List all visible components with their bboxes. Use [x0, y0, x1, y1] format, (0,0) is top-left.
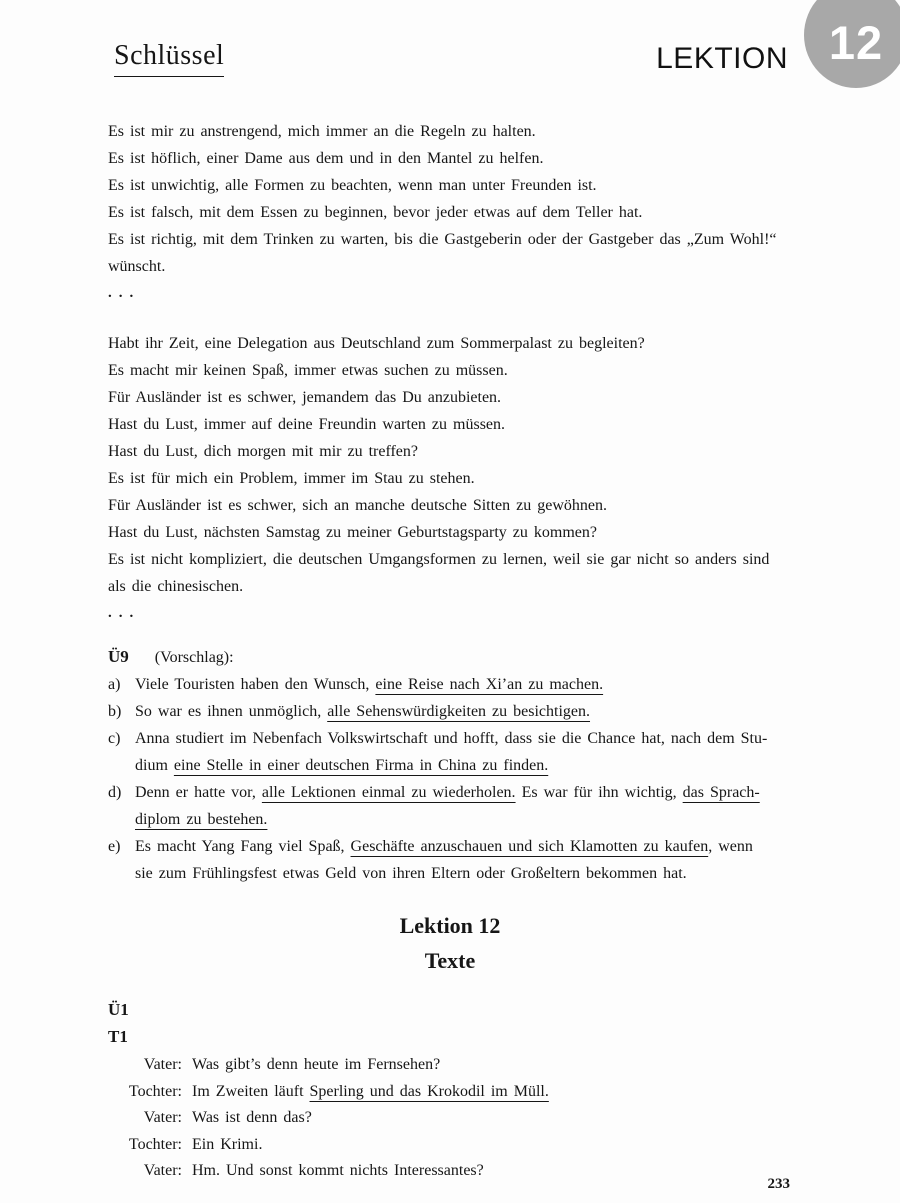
- exercise-u9: [108, 643, 792, 887]
- ellipsis-line: ...: [108, 285, 141, 301]
- dialogue-row: [108, 1132, 792, 1159]
- list-item-line: So war es ihnen unmöglich, alle Sehenswürdigkeiten zu besichtigen.: [135, 703, 591, 720]
- answer-line: Für Ausländer ist es schwer, sich an manche deutsche Sitten zu gewöhnen.: [108, 497, 608, 514]
- answer-line: Hast du Lust, nächsten Samstag zu meiner Geburtstagsparty zu kommen?: [108, 524, 597, 541]
- list-item-line: Es macht Yang Fang viel Spaß, Geschäfte anzuschauen und sich Klamotten zu kaufen, wenn: [135, 838, 753, 855]
- dialogue-text: Was gibt’s denn heute im Fernsehen?: [192, 1056, 441, 1073]
- list-item-e: [108, 833, 792, 887]
- list-item-line: sie zum Frühlingsfest etwas Geld von ihren Eltern oder Großeltern bekommen hat.: [135, 865, 687, 882]
- list-item-line: Denn er hatte vor, alle Lektionen einmal zu wiederholen. Es war für ihn wichtig, das Sprach-: [135, 784, 760, 801]
- list-marker: b): [108, 703, 122, 720]
- exercise-u9-heading: [108, 643, 792, 671]
- answer-line: Es ist falsch, mit dem Essen zu beginnen, bevor jeder etwas auf dem Teller hat.: [108, 204, 643, 221]
- answer-line: Es ist nicht kompliziert, die deutschen Umgangsformen zu lernen, weil sie gar nicht so anders sind: [108, 551, 770, 568]
- speaker-label: Tochter:: [128, 1135, 182, 1153]
- exercise-u1-label: Ü1: [108, 1000, 129, 1019]
- section-title: Lektion 12: [399, 913, 501, 938]
- dialogue-text: Im Zweiten läuft Sperling und das Krokodil im Müll.: [192, 1082, 549, 1100]
- list-item-line: dium eine Stelle in einer deutschen Firma in China zu finden.: [135, 757, 549, 774]
- exercise-u9-label: Ü9: [108, 647, 129, 666]
- answer-line: Es ist mir zu anstrengend, mich immer an die Regeln zu halten.: [108, 123, 536, 140]
- answer-block-1: [108, 118, 792, 307]
- answer-line: Es ist höflich, einer Dame aus dem und in den Mantel zu helfen.: [108, 150, 544, 167]
- dialogue-row: [108, 1158, 792, 1185]
- list-marker: d): [108, 784, 122, 801]
- answer-line: Es macht mir keinen Spaß, immer etwas suchen zu müssen.: [108, 362, 508, 379]
- list-item-c: [108, 725, 792, 779]
- dialogue: [108, 1052, 792, 1185]
- list-item-b: [108, 698, 792, 725]
- answer-line: als die chinesischen.: [108, 578, 244, 595]
- answer-line: Es ist richtig, mit dem Trinken zu warten, bis die Gastgeberin oder der Gastgeber das „Zum Wohl!“: [108, 231, 777, 248]
- list-item-d: [108, 779, 792, 833]
- dialogue-row: [108, 1079, 792, 1106]
- dialogue-text: Ein Krimi.: [192, 1135, 263, 1153]
- dialogue-row: [108, 1052, 792, 1079]
- answer-line: Für Ausländer ist es schwer, jemandem das Du anzubieten.: [108, 389, 502, 406]
- dialogue-text: Hm. Und sonst kommt nichts Interessantes?: [192, 1162, 484, 1179]
- list-item-line: diplom zu bestehen.: [135, 811, 268, 828]
- answer-block-2: [108, 330, 792, 627]
- lektion-number-badge: [804, 0, 900, 88]
- speaker-label: Vater:: [143, 1109, 182, 1126]
- speaker-label: Vater:: [143, 1162, 182, 1179]
- list-marker: a): [108, 676, 121, 693]
- list-item-a: [108, 671, 792, 698]
- lektion-number: 12: [828, 15, 884, 69]
- list-marker: e): [108, 838, 121, 855]
- lektion-label: LEKTION: [656, 42, 788, 75]
- answer-line: Es ist für mich ein Problem, immer im Stau zu stehen.: [108, 470, 475, 487]
- exercise-u9-note: (Vorschlag):: [154, 649, 234, 666]
- page-content: [0, 118, 900, 1185]
- speaker-label: Vater:: [143, 1056, 182, 1073]
- answer-line: Hast du Lust, immer auf deine Freundin warten zu müssen.: [108, 416, 506, 433]
- answer-line: wünscht.: [108, 258, 166, 275]
- dialogue-row: [108, 1105, 792, 1132]
- page-title: Schlüssel: [114, 40, 224, 77]
- text-t1-label: T1: [108, 1027, 128, 1046]
- dialogue-text: Was ist denn das?: [192, 1109, 312, 1126]
- list-marker: c): [108, 730, 121, 747]
- section-subtitle: Texte: [424, 948, 476, 973]
- list-item-line: Anna studiert im Nebenfach Volkswirtschaft und hofft, dass sie die Chance hat, nach dem Stu-: [135, 730, 768, 747]
- list-item-line: Viele Touristen haben den Wunsch, eine Reise nach Xi’an zu machen.: [135, 676, 604, 693]
- page-number: 233: [767, 1176, 790, 1192]
- speaker-label: Tochter:: [128, 1082, 182, 1100]
- answer-line: Hast du Lust, dich morgen mit mir zu treffen?: [108, 443, 419, 460]
- ellipsis-line: ...: [108, 605, 141, 621]
- answer-line: Es ist unwichtig, alle Formen zu beachten, wenn man unter Freunden ist.: [108, 177, 597, 194]
- answer-line: Habt ihr Zeit, eine Delegation aus Deutschland zum Sommerpalast zu begleiten?: [108, 335, 645, 352]
